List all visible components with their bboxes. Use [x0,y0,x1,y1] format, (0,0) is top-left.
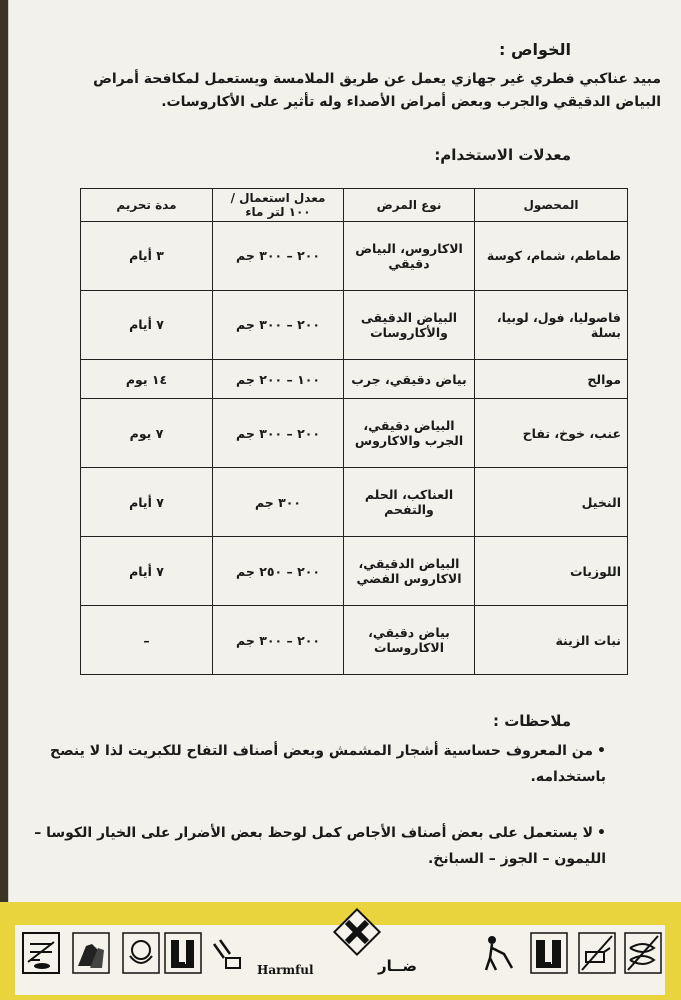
properties-body: مبيد عناكبي فطري غير جهازي يعمل عن طريق الملامسة ويستعمل لمكافحة أمراض البياض الدقيقي والجرب وبعض أمراض الأصداء وله تأثير على الأكاروسات. [93,71,661,110]
header-phi: مدة تحريم [81,189,213,222]
no-fish-icon [22,932,60,974]
cell-disease: بياض دقيقي، الاكاروسات [344,606,475,675]
no-livestock-icon [578,932,616,974]
cell-crop: فاصوليا، فول، لوبيا، بسلة [475,290,628,359]
notes-title: ملاحظات : [492,712,571,730]
table-row [81,359,628,398]
cell-rate: ٣٠٠ جم [213,468,344,537]
note-text: لا يستعمل على بعض أصناف الأجاص كمل لوحظ بعض الأضرار على الخيار الكوسا – الليمون – الجوز – السبانخ. [34,825,606,867]
spraying-worker-icon [478,932,516,974]
cell-phi: ٧ يوم [81,399,213,468]
bullet-icon: • [597,825,606,841]
cell-crop: اللوزيات [475,537,628,606]
cell-phi: – [81,606,213,675]
rates-title: معدلات الاستخدام: [434,146,571,164]
usage-rates-table [80,188,628,675]
cell-disease: البياض الدقيقي، الاكاروس الفضي [344,537,475,606]
cell-rate: ٢٠٠ – ٣٠٠ جم [213,222,344,291]
table-row [81,222,628,291]
table-row [81,537,628,606]
cell-phi: ٧ أيام [81,468,213,537]
note-item [20,820,606,872]
harmful-label-en: Harmful [257,963,314,977]
cell-crop: عنب، خوخ، تفاح [475,399,628,468]
note-item [20,738,606,790]
cell-crop: طماطم، شمام، كوسة [475,222,628,291]
table-row [81,399,628,468]
boots-icon [530,932,568,974]
gloves-icon [72,932,110,974]
cell-rate: ٢٠٠ – ٣٠٠ جم [213,290,344,359]
table-row [81,606,628,675]
cell-phi: ٧ أيام [81,537,213,606]
table-row [81,468,628,537]
header-disease: نوع المرض [344,189,475,222]
harmful-label-ar: ضــار [378,957,418,975]
cell-rate: ١٠٠ – ٢٠٠ جم [213,359,344,398]
cell-disease: البياض الدقيقى والأكاروسات [344,290,475,359]
note-text: من المعروف حساسية أشجار المشمش وبعض أصناف التفاح للكبريت لذا لا ينصح باستخدامه. [49,743,606,785]
face-shield-icon [122,932,160,974]
bullet-icon: • [597,743,606,759]
cell-phi: ٧ أيام [81,290,213,359]
no-fish-icon [624,932,662,974]
wash-icon [208,932,246,974]
boots-icon [164,932,202,974]
cell-rate: ٢٠٠ – ٣٠٠ جم [213,606,344,675]
cell-disease: الاكاروس، البياض دقيقي [344,222,475,291]
header-rate: معدل استعمال / ١٠٠ لتر ماء [213,189,344,222]
header-crop: المحصول [475,189,628,222]
cell-crop: النخيل [475,468,628,537]
cell-disease: بياض دقيقي، جرب [344,359,475,398]
cell-phi: ٣ أيام [81,222,213,291]
properties-title: الخواص : [498,40,571,59]
harmful-symbol-icon [330,905,384,959]
cell-disease: البياض دقيقي، الجرب والاكاروس [344,399,475,468]
cell-phi: ١٤ يوم [81,359,213,398]
cell-rate: ٢٠٠ – ٣٠٠ جم [213,399,344,468]
cell-rate: ٢٠٠ – ٢٥٠ جم [213,537,344,606]
cell-disease: العناكب، الحلم والتفحم [344,468,475,537]
cell-crop: نبات الزينة [475,606,628,675]
table-row [81,290,628,359]
table-header-row [81,189,628,222]
cell-crop: موالح [475,359,628,398]
